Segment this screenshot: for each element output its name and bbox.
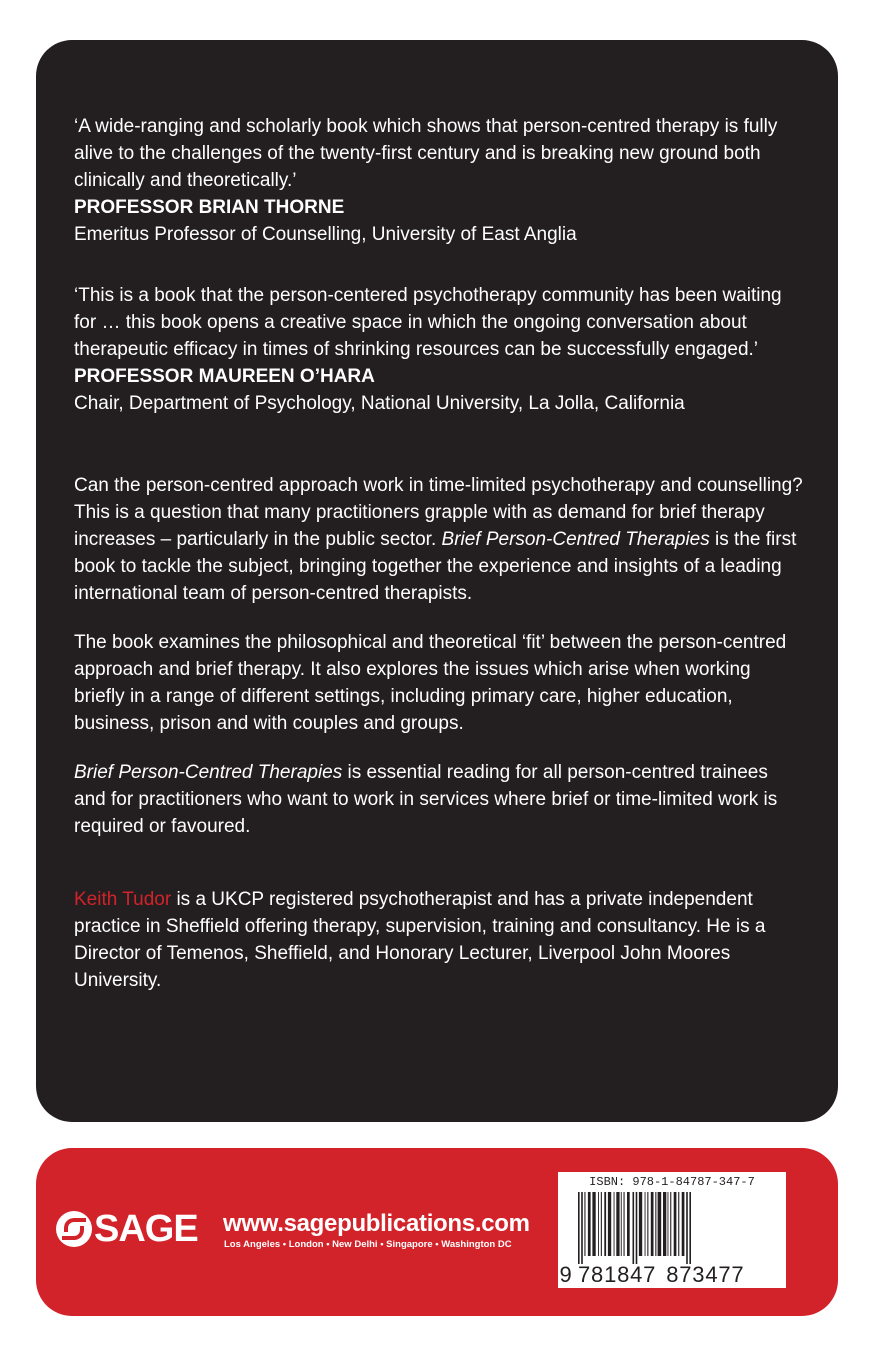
barcode-bar: [581, 1192, 583, 1264]
barcode-bar: [601, 1192, 602, 1256]
quote-author-role: Chair, Department of Psychology, National University, La Jolla, California: [74, 393, 685, 414]
quote-author-role: Emeritus Professor of Counselling, University of East Anglia: [74, 224, 577, 245]
barcode: [558, 1172, 786, 1288]
quote-text: ‘This is a book that the person-centered psychotherapy community has been waiting for … this book opens a creative space in which the ongoing conversation about therapeutic efficacy in times of shrinking resources can be successfully engaged.’: [74, 285, 782, 360]
description-paragraph-2: The book examines the philosophical and theoretical ‘fit’ between the person-centred approach and brief therapy. It also explores the issues which arise when working briefly in a range of different settings, including primary care, higher education, business, prison and with couples and groups.: [74, 632, 787, 734]
publisher-footer: [36, 1148, 838, 1316]
barcode-bar: [633, 1192, 635, 1264]
barcode-bar: [651, 1192, 654, 1256]
quote-author: PROFESSOR BRIAN THORNE: [74, 197, 345, 218]
barcode-bar: [627, 1192, 630, 1256]
author-name: Keith Tudor: [74, 889, 172, 910]
description-paragraph-3: [74, 759, 804, 840]
barcode-bar: [686, 1192, 688, 1264]
endorsement-thorne: [74, 113, 804, 248]
book-title: Brief Person-Centred Therapies: [441, 529, 710, 550]
endorsement-ohara: [74, 282, 804, 417]
barcode-bar: [655, 1192, 656, 1256]
barcode-group-2: 873477: [666, 1262, 745, 1287]
barcode-lead-digit: 9: [559, 1262, 573, 1287]
author-bio-paragraph: [74, 886, 804, 994]
sage-logo: [56, 1208, 198, 1250]
barcode-bar: [668, 1192, 669, 1256]
barcode-bar: [604, 1192, 606, 1256]
barcode-bar: [678, 1192, 679, 1256]
barcode-bar: [588, 1192, 591, 1256]
barcode-bar: [674, 1192, 677, 1256]
publisher-url[interactable]: www.sagepublications.com: [223, 1210, 530, 1237]
barcode-bar: [621, 1192, 622, 1256]
description-paragraph-1: [74, 472, 804, 607]
quote-author: PROFESSOR MAUREEN O’HARA: [74, 366, 375, 387]
description-text: is the first book to tackle the subject, bringing together the experience and insights of a leading international team of person-centred therapists.: [74, 529, 797, 604]
barcode-bar: [647, 1192, 648, 1256]
description-text: Can the person-centred approach work in time-limited psychotherapy and counselling? This is a question that many practitioners grapple with as demand for brief therapy increases – particularly in the public sector.: [74, 475, 803, 550]
author-bio: [74, 886, 804, 994]
barcode-bar: [584, 1192, 585, 1256]
barcode-bar: [592, 1192, 595, 1256]
description-text: is essential reading for all person-centred trainees and for practitioners who want to work in services where brief or time-limited work is required or favoured.: [74, 762, 778, 837]
barcode-bar: [645, 1192, 646, 1256]
barcode-bar: [639, 1192, 642, 1256]
barcode-bar: [598, 1192, 599, 1256]
barcode-bar: [670, 1192, 671, 1256]
barcode-bar: [608, 1192, 611, 1256]
author-bio-text: is a UKCP registered psychotherapist and has a private independent practice in Sheffield offering therapy, supervision, training and consultancy. He is a Director of Temenos, Sheffield, and Honorary Lecturer, Liverpool John Moores University.: [74, 889, 766, 991]
book-description: [74, 472, 804, 862]
isbn-label: ISBN: 978-1-84787-347-7: [589, 1175, 755, 1189]
logo-wordmark: SAGE: [94, 1207, 198, 1250]
publisher-cities: Los Angeles • London • New Delhi • Singapore • Washington DC: [224, 1239, 512, 1250]
barcode-bar: [616, 1192, 619, 1256]
barcode-group-1: 781847: [578, 1262, 657, 1287]
quote-text: ‘A wide-ranging and scholarly book which shows that person-centred therapy is fully alive to the challenges of the twenty-first century and is breaking new ground both clinically and theoretically.’: [74, 116, 778, 191]
barcode-bar: [663, 1192, 666, 1256]
back-cover-panel: [36, 40, 838, 1122]
barcode-bar: [682, 1192, 685, 1256]
barcode-bar: [636, 1192, 638, 1264]
barcode-bar: [658, 1192, 662, 1256]
barcode-bar: [689, 1192, 691, 1264]
barcode-bar: [578, 1192, 580, 1264]
book-title: Brief Person-Centred Therapies: [74, 762, 343, 783]
barcode-bar: [614, 1192, 615, 1256]
sage-s-icon: [56, 1211, 92, 1247]
barcode-bar: [624, 1192, 625, 1256]
barcode-bars: [576, 1192, 781, 1264]
barcode-digits: [558, 1262, 786, 1288]
